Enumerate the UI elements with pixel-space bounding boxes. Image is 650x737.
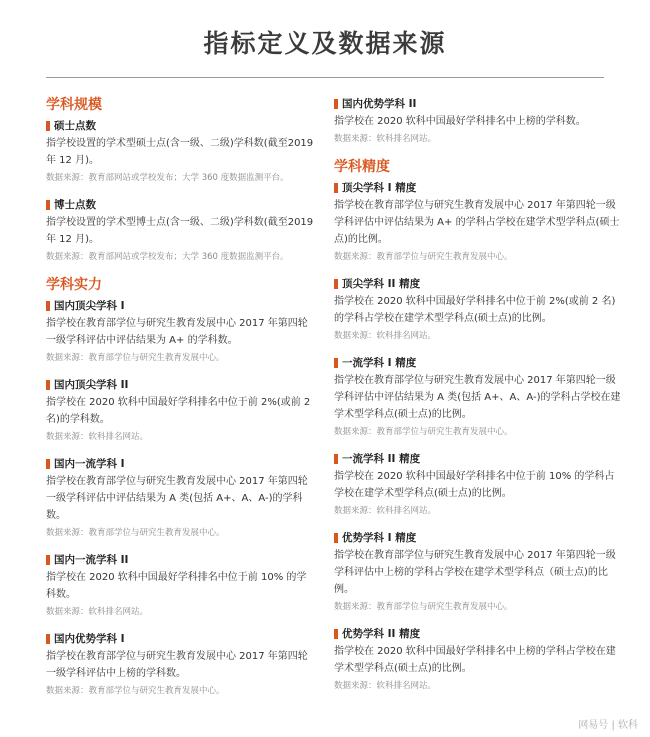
definition-item xyxy=(334,530,624,614)
item-title: 国内顶尖学科 II xyxy=(54,379,129,391)
definition-item xyxy=(334,355,624,439)
item-description: 指学校在 2020 软科中国最好学科排名中位于前 10% 的学科数。 xyxy=(46,572,307,600)
item-description: 指学校在 2020 软科中国最好学科排名中上榜的学科占学校在建学术型学科点(硕士点)的比例。 xyxy=(334,646,616,674)
bullet-marker-icon xyxy=(46,459,50,469)
left-column xyxy=(46,96,314,710)
item-description: 指学校在教育部学位与研究生教育发展中心 2017 年第四轮一级学科评估中上榜的学科占学校在建学术型学科点（硕士点)的比例。 xyxy=(334,550,616,595)
bullet-marker-icon xyxy=(46,301,50,311)
item-source: 数据来源：教育部学位与研究生教育发展中心。 xyxy=(46,528,225,538)
item-description: 指学校在 2020 软科中国最好学科排名中位于前 2%(或前 2 名)的学科数。 xyxy=(46,397,311,425)
item-source: 数据来源：教育部学位与研究生教育发展中心。 xyxy=(334,602,513,612)
definition-item xyxy=(334,626,624,693)
definition-item xyxy=(334,451,624,518)
item-source: 数据来源：软科排名网站。 xyxy=(46,432,149,442)
bullet-marker-icon xyxy=(46,634,50,644)
item-title: 国内优势学科 I xyxy=(54,633,125,645)
bullet-marker-icon xyxy=(334,183,338,193)
item-source: 数据来源：软科排名网站。 xyxy=(334,134,437,144)
definition-item xyxy=(334,96,624,146)
bullet-marker-icon xyxy=(334,533,338,543)
definition-item xyxy=(46,298,314,365)
item-title: 顶尖学科 I 精度 xyxy=(342,182,417,194)
item-description: 指学校在教育部学位与研究生教育发展中心 2017 年第四轮一级学科评估中评估结果为 A+ 的学科占学校在建学术型学科点(硕士点)的比例。 xyxy=(334,200,620,245)
section-heading-precision: 学科精度 xyxy=(334,159,390,175)
page-title: 指标定义及数据来源 xyxy=(203,29,447,58)
bullet-marker-icon xyxy=(46,555,50,565)
item-description: 指学校设置的学术型硕士点(含一级、二级)学科数(截至2019 年 12 月)。 xyxy=(46,138,314,166)
definition-item xyxy=(46,552,314,619)
definition-item xyxy=(46,118,314,185)
item-source: 数据来源：教育部网站或学校发布；大学 360 度数据监测平台。 xyxy=(46,173,289,183)
item-description: 指学校设置的学术型博士点(含一级、二级)学科数(截至2019 年 12 月)。 xyxy=(46,217,314,245)
item-description: 指学校在教育部学位与研究生教育发展中心 2017 年第四轮一级学科评估中评估结果为 A 类(包括 A+、A、A-)的学科数。 xyxy=(46,476,308,521)
right-column xyxy=(334,96,624,705)
definition-item xyxy=(46,197,314,264)
item-source: 数据来源：软科排名网站。 xyxy=(334,331,437,341)
item-description: 指学校在教育部学位与研究生教育发展中心 2017 年第四轮一级学科评估中评估结果为 A 类(包括 A+、A、A-)的学科占学校在建学术型学科点(硕士点)的比例。 xyxy=(334,375,621,420)
watermark: 网易号 | 软科 xyxy=(578,720,638,731)
item-source: 数据来源：教育部学位与研究生教育发展中心。 xyxy=(334,252,513,262)
definition-item xyxy=(46,377,314,444)
section-heading-scale: 学科规模 xyxy=(46,97,102,113)
bullet-marker-icon xyxy=(46,380,50,390)
item-title: 博士点数 xyxy=(54,199,96,211)
bullet-marker-icon xyxy=(46,121,50,131)
bullet-marker-icon xyxy=(334,454,338,464)
item-source: 数据来源：教育部网站或学校发布；大学 360 度数据监测平台。 xyxy=(46,252,289,262)
item-title: 硕士点数 xyxy=(54,120,96,132)
item-description: 指学校在 2020 软科中国最好学科排名中位于前 2%(或前 2 名)的学科占学校在建学术型学科点(硕士点)的比例。 xyxy=(334,296,616,324)
item-source: 数据来源：教育部学位与研究生教育发展中心。 xyxy=(334,427,513,437)
item-source: 数据来源：教育部学位与研究生教育发展中心。 xyxy=(46,686,225,696)
definition-item xyxy=(334,180,624,264)
bullet-marker-icon xyxy=(334,279,338,289)
item-description: 指学校在教育部学位与研究生教育发展中心 2017 年第四轮一级学科评估中上榜的学科数。 xyxy=(46,651,308,679)
definition-item xyxy=(46,456,314,540)
item-source: 数据来源：软科排名网站。 xyxy=(334,681,437,691)
bullet-marker-icon xyxy=(334,629,338,639)
item-title: 一流学科 II 精度 xyxy=(342,453,421,465)
item-description: 指学校在 2020 软科中国最好学科排名中位于前 10% 的学科占学校在建学术型学科点(硕士点)的比例。 xyxy=(334,471,615,499)
item-title: 优势学科 II 精度 xyxy=(342,628,421,640)
definition-item xyxy=(334,276,624,343)
item-title: 国内一流学科 II xyxy=(54,554,129,566)
item-title: 国内顶尖学科 I xyxy=(54,300,125,312)
item-title: 顶尖学科 II 精度 xyxy=(342,278,421,290)
bullet-marker-icon xyxy=(334,358,338,368)
section-heading-strength: 学科实力 xyxy=(46,277,102,293)
definition-item xyxy=(46,631,314,698)
item-source: 数据来源：软科排名网站。 xyxy=(334,506,437,516)
bullet-marker-icon xyxy=(334,99,338,109)
item-title: 国内一流学科 I xyxy=(54,458,125,470)
item-title: 一流学科 I 精度 xyxy=(342,357,417,369)
item-source: 数据来源：教育部学位与研究生教育发展中心。 xyxy=(46,353,225,363)
item-title: 国内优势学科 II xyxy=(342,98,417,110)
item-description: 指学校在教育部学位与研究生教育发展中心 2017 年第四轮一级学科评估中评估结果为 A+ 的学科数。 xyxy=(46,318,308,346)
item-description: 指学校在 2020 软科中国最好学科排名中上榜的学科数。 xyxy=(334,116,586,127)
item-title: 优势学科 I 精度 xyxy=(342,532,417,544)
bullet-marker-icon xyxy=(46,200,50,210)
title-divider xyxy=(46,77,604,78)
item-source: 数据来源：软科排名网站。 xyxy=(46,607,149,617)
